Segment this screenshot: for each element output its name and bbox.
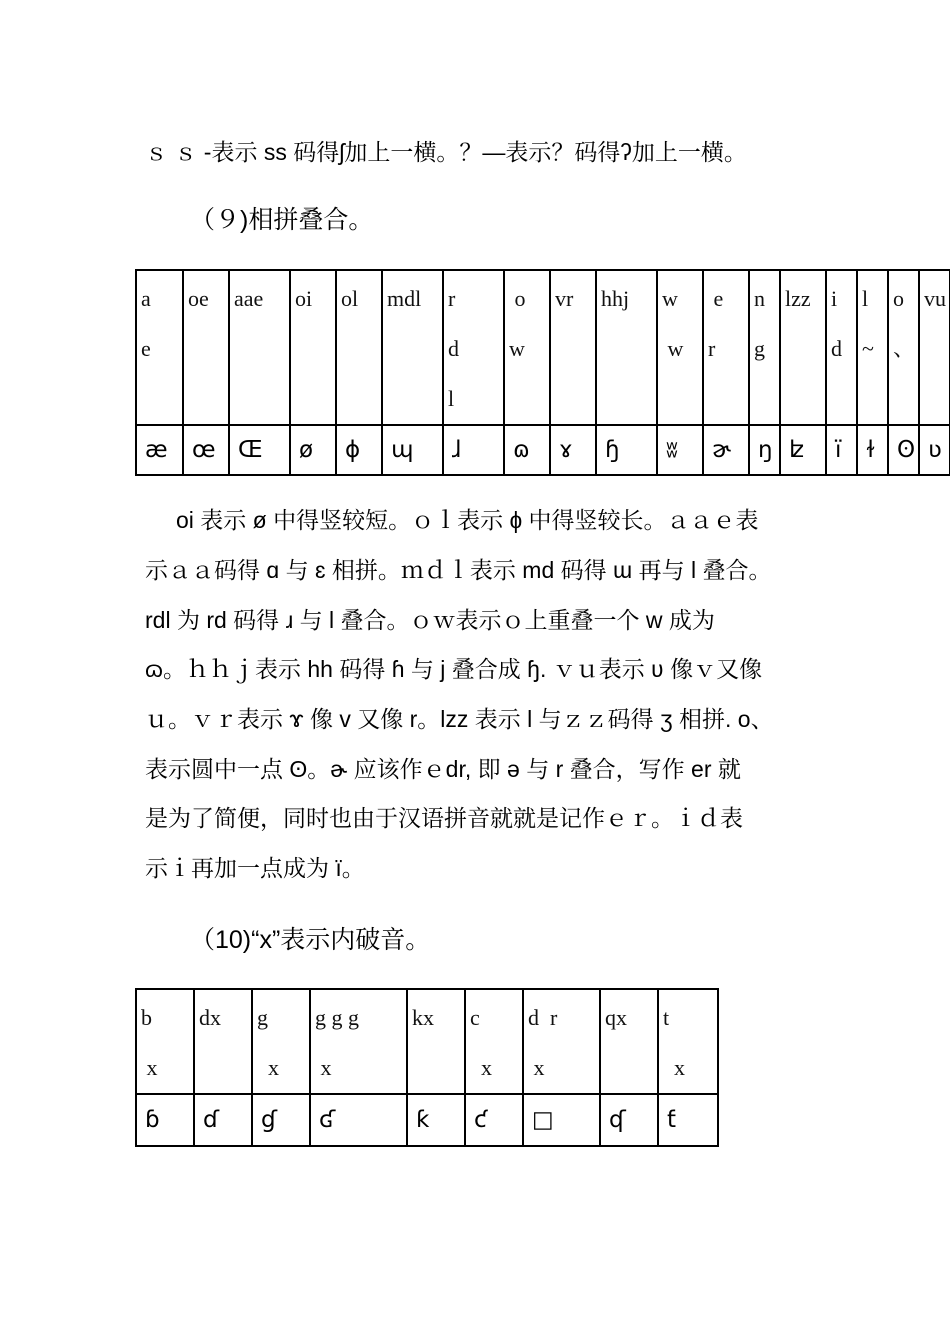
ipa-symbol-cell: ɗ — [194, 1094, 252, 1146]
sequence-cell: r d l — [443, 270, 504, 425]
ipa-symbol-cell: ʋ — [919, 425, 950, 475]
sequence-cell: dx — [194, 989, 252, 1094]
heading-9: （９)相拼叠合。 — [190, 206, 374, 234]
sequence-cell: l ~ — [857, 270, 888, 425]
sequence-cell: d r x — [523, 989, 600, 1094]
sequence-cell: ol — [336, 270, 382, 425]
ipa-symbol-cell: ʬ — [657, 425, 703, 475]
paragraph-line-7: 是为了简便，同时也由于汉语拼音就就是记作ｅｒ。ｉｄ表 — [145, 805, 743, 831]
sequence-cell: g x — [252, 989, 310, 1094]
sequence-cell: hhj — [596, 270, 657, 425]
sequence-cell: e r — [703, 270, 749, 425]
sequence-cell: kx — [407, 989, 465, 1094]
sequence-cell: c x — [465, 989, 523, 1094]
paragraph-line-1: oi 表示 ø 中得竖较短。ｏｌ表示 ɸ 中得竖较长。ａａｅ表 — [176, 507, 759, 533]
ipa-symbol-cell: □ — [523, 1094, 600, 1146]
ipa-symbol-cell: ɸ — [336, 425, 382, 475]
ipa-symbol-cell: ŋ — [749, 425, 780, 475]
ipa-symbol-cell: ɺ — [443, 425, 504, 475]
ipa-symbol-cell: ø — [290, 425, 336, 475]
sequence-cell: o 、 — [888, 270, 919, 425]
ipa-symbol-cell: ï — [826, 425, 857, 475]
ipa-symbol-cell: ƭ — [658, 1094, 718, 1146]
ipa-symbol-cell: ɷ — [504, 425, 550, 475]
paragraph-line-8: 示ｉ再加一点成为 ï。 — [145, 855, 365, 881]
ipa-symbol-cell: ʘ — [888, 425, 919, 475]
sequence-cell: w w — [657, 270, 703, 425]
paragraph-line-3: rdl 为 rd 码得 ɹ 与 l 叠合。ｏｗ表示ｏ上重叠一个 w 成为 — [145, 607, 715, 633]
ipa-symbol-cell: ɠ — [252, 1094, 310, 1146]
ipa-symbol-cell: ƈ — [465, 1094, 523, 1146]
ipa-symbol-cell: ɤ — [550, 425, 596, 475]
text-line-1: ｓ ｓ -表示 ss 码得ʃ加上一横。？—表示？码得ʔ加上一横。 — [145, 139, 747, 165]
ipa-symbol-cell: ƙ — [407, 1094, 465, 1146]
sequence-cell: vr — [550, 270, 596, 425]
ligature-table — [135, 269, 950, 476]
ipa-symbol-cell: ɧ — [596, 425, 657, 475]
paragraph-line-4: ɷ。ｈｈｊ表示 hh 码得 ɦ 与 j 叠合成 ɧ. ｖｕ表示 ʋ 像ｖ又像 — [145, 656, 763, 682]
ipa-symbol-cell: ɰ — [382, 425, 443, 475]
paragraph-line-2: 示ａａ码得 ɑ 与 ɛ 相拼。ｍｄｌ表示 md 码得 ɯ 再与 l 叠合。 — [145, 557, 772, 583]
sequence-cell: g g g x — [310, 989, 407, 1094]
ipa-symbol-cell: Œ — [229, 425, 290, 475]
sequence-cell: t x — [658, 989, 718, 1094]
sequence-cell: a e — [136, 270, 183, 425]
ipa-symbol-cell: ʠ — [600, 1094, 658, 1146]
sequence-cell: qx — [600, 989, 658, 1094]
paragraph-line-6: 表示圆中一点 ʘ。ɚ 应该作ｅdr, 即 ə 与 r 叠合，写作 er 就 — [145, 756, 741, 782]
ipa-symbol-cell: ɫ — [857, 425, 888, 475]
sequence-cell: vu — [919, 270, 950, 425]
ipa-symbol-cell: æ — [136, 425, 183, 475]
sequence-cell: b x — [136, 989, 194, 1094]
paragraph-line-5: ｕ。ｖｒ表示 ɤ 像 v 又像 r。lzz 表示 l 与ｚｚ码得 ʒ 相拼. o、 — [145, 706, 774, 732]
ipa-symbol-cell: ʛ — [310, 1094, 407, 1146]
sequence-cell: aae — [229, 270, 290, 425]
ipa-symbol-cell: œ — [183, 425, 229, 475]
ipa-symbol-cell: ɚ — [703, 425, 749, 475]
sequence-cell: lzz — [780, 270, 826, 425]
sequence-cell: n g — [749, 270, 780, 425]
sequence-cell: oe — [183, 270, 229, 425]
ipa-symbol-cell: ɓ — [136, 1094, 194, 1146]
implosive-table — [135, 988, 719, 1147]
sequence-cell: o w — [504, 270, 550, 425]
heading-10: （10)“x”表示内破音。 — [190, 926, 431, 954]
sequence-cell: i d — [826, 270, 857, 425]
sequence-cell: mdl — [382, 270, 443, 425]
sequence-cell: oi — [290, 270, 336, 425]
ipa-symbol-cell: ʫ — [780, 425, 826, 475]
